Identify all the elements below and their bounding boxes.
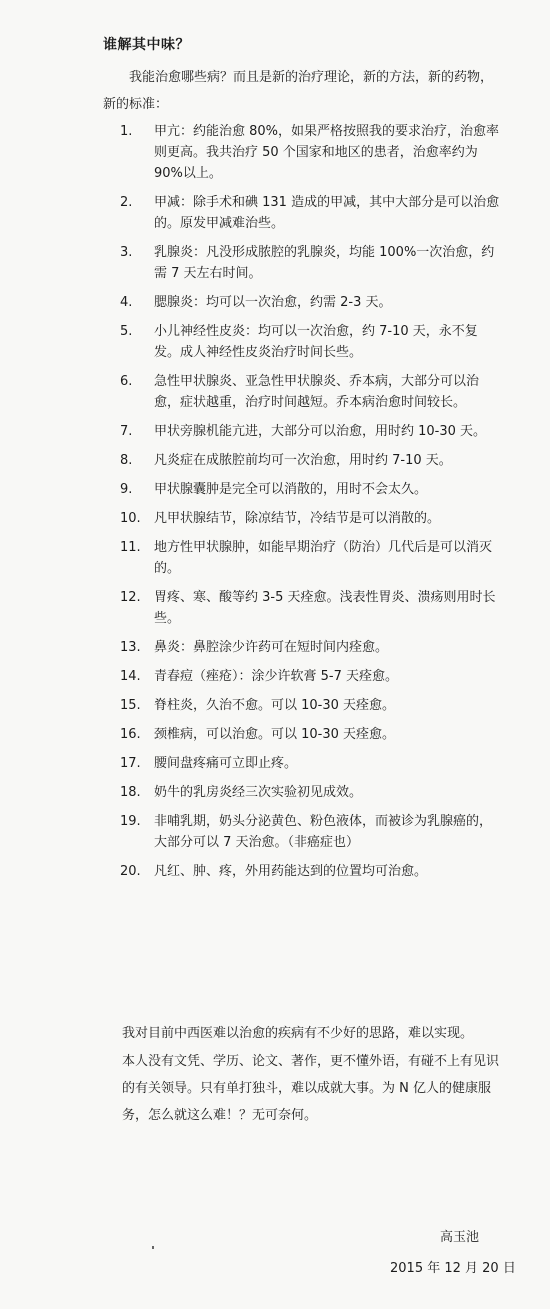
item-text: 乳腺炎：凡没形成脓腔的乳腺炎，均能 100%一次治愈，约需 7 天左右时间。 — [154, 245, 495, 281]
list-item — [120, 508, 500, 529]
item-number: 13. — [120, 640, 141, 655]
item-text: 甲状旁腺机能亢进，大部分可以治愈，用时约 10-30 天。 — [154, 424, 487, 439]
list-item — [120, 861, 500, 882]
item-text: 颈椎病，可以治愈。可以 10-30 天痊愈。 — [154, 727, 396, 742]
item-text: 甲状腺囊肿是完全可以消散的，用时不会太久。 — [154, 482, 428, 497]
item-text: 地方性甲状腺肿，如能早期治疗（防治）几代后是可以消灭的。 — [154, 540, 493, 576]
item-number: 17. — [120, 756, 141, 771]
item-number: 11. — [120, 540, 141, 555]
item-text: 小儿神经性皮炎：均可以一次治愈，约 7-10 天，永不复发。成人神经性皮炎治疗时间长些。 — [154, 324, 478, 360]
item-text: 非哺乳期，奶头分泌黄色、粉色液体，而被诊为乳腺癌的，大部分可以 7 天治愈。（非癌症也） — [154, 814, 493, 850]
list-item — [120, 242, 500, 284]
item-number: 20. — [120, 864, 141, 879]
item-number: 12. — [120, 590, 141, 605]
list-item — [120, 537, 500, 579]
list-item — [120, 811, 500, 853]
item-text: 凡炎症在成脓腔前均可一次治愈，用时约 7-10 天。 — [154, 453, 452, 468]
list-item — [120, 587, 500, 629]
list-item — [120, 724, 500, 745]
list-item — [120, 421, 500, 442]
item-text: 甲亢：约能治愈 80%，如果严格按照我的要求治疗，治愈率则更高。我共治疗 50 个国家和地区的患者，治愈率约为 90%以上。 — [154, 124, 500, 181]
item-number: 2. — [120, 195, 133, 210]
signature-name: 高玉池 — [440, 1230, 480, 1245]
item-text: 奶牛的乳房炎经三次实验初见成效。 — [154, 785, 363, 800]
item-text: 腰间盘疼痛可立即止疼。 — [154, 756, 298, 771]
signature-date: 2015 年 12 月 20 日 — [390, 1261, 516, 1276]
item-text: 腮腺炎：均可以一次治愈，约需 2-3 天。 — [154, 295, 392, 310]
item-number: 10. — [120, 511, 141, 526]
item-text: 急性甲状腺炎、亚急性甲状腺炎、乔本病，大部分可以治愈，症状越重，治疗时间越短。乔本病治愈时间较长。 — [154, 374, 480, 410]
list-item — [120, 121, 500, 184]
item-text: 青春痘（痤疮）：涂少许软膏 5-7 天痊愈。 — [154, 669, 398, 684]
document-title: 谁解其中味？ — [103, 37, 190, 53]
item-number: 1. — [120, 124, 133, 139]
item-number: 9. — [120, 482, 133, 497]
item-text: 凡红、肿、疼，外用药能达到的位置均可治愈。 — [154, 864, 428, 879]
list-item — [120, 321, 500, 363]
list-item — [120, 371, 500, 413]
list-item — [120, 450, 500, 471]
item-number: 5. — [120, 324, 133, 339]
treatment-list — [120, 121, 500, 890]
list-item — [120, 753, 500, 774]
item-number: 4. — [120, 295, 133, 310]
item-text: 甲减：除手术和碘 131 造成的甲减，其中大部分是可以治愈的。原发甲减难治些。 — [154, 195, 500, 231]
item-number: 3. — [120, 245, 133, 260]
list-item — [120, 666, 500, 687]
item-text: 脊柱炎，久治不愈。可以 10-30 天痊愈。 — [154, 698, 396, 713]
item-number: 8. — [120, 453, 133, 468]
item-number: 18. — [120, 785, 141, 800]
item-number: 19. — [120, 814, 141, 829]
list-item — [120, 192, 500, 234]
item-number: 7. — [120, 424, 133, 439]
closing-paragraph-1: 我对目前中西医难以治愈的疾病有不少好的思路，难以实现。 — [122, 1026, 474, 1041]
item-number: 16. — [120, 727, 141, 742]
list-item — [120, 292, 500, 313]
item-text: 胃疼、寒、酸等约 3-5 天痊愈。浅表性胃炎、溃疡则用时长些。 — [154, 590, 496, 626]
intro-paragraph: 我能治愈哪些病？而且是新的治疗理论，新的方法，新的药物，新的标准： — [103, 70, 494, 112]
item-number: 6. — [120, 374, 133, 389]
item-text: 凡甲状腺结节，除凉结节，冷结节是可以消散的。 — [154, 511, 441, 526]
item-number: 14. — [120, 669, 141, 684]
list-item — [120, 637, 500, 658]
scan-speck — [152, 1246, 154, 1249]
list-item — [120, 695, 500, 716]
list-item — [120, 479, 500, 500]
list-item — [120, 782, 500, 803]
item-text: 鼻炎：鼻腔涂少许药可在短时间内痊愈。 — [154, 640, 389, 655]
closing-paragraph-2: 本人没有文凭、学历、论文、著作，更不懂外语，有碰不上有见识的有关领导。只有单打独斗，难以成就大事。为 N 亿人的健康服务，怎么就这么难！？无可奈何。 — [122, 1054, 500, 1123]
item-number: 15. — [120, 698, 141, 713]
